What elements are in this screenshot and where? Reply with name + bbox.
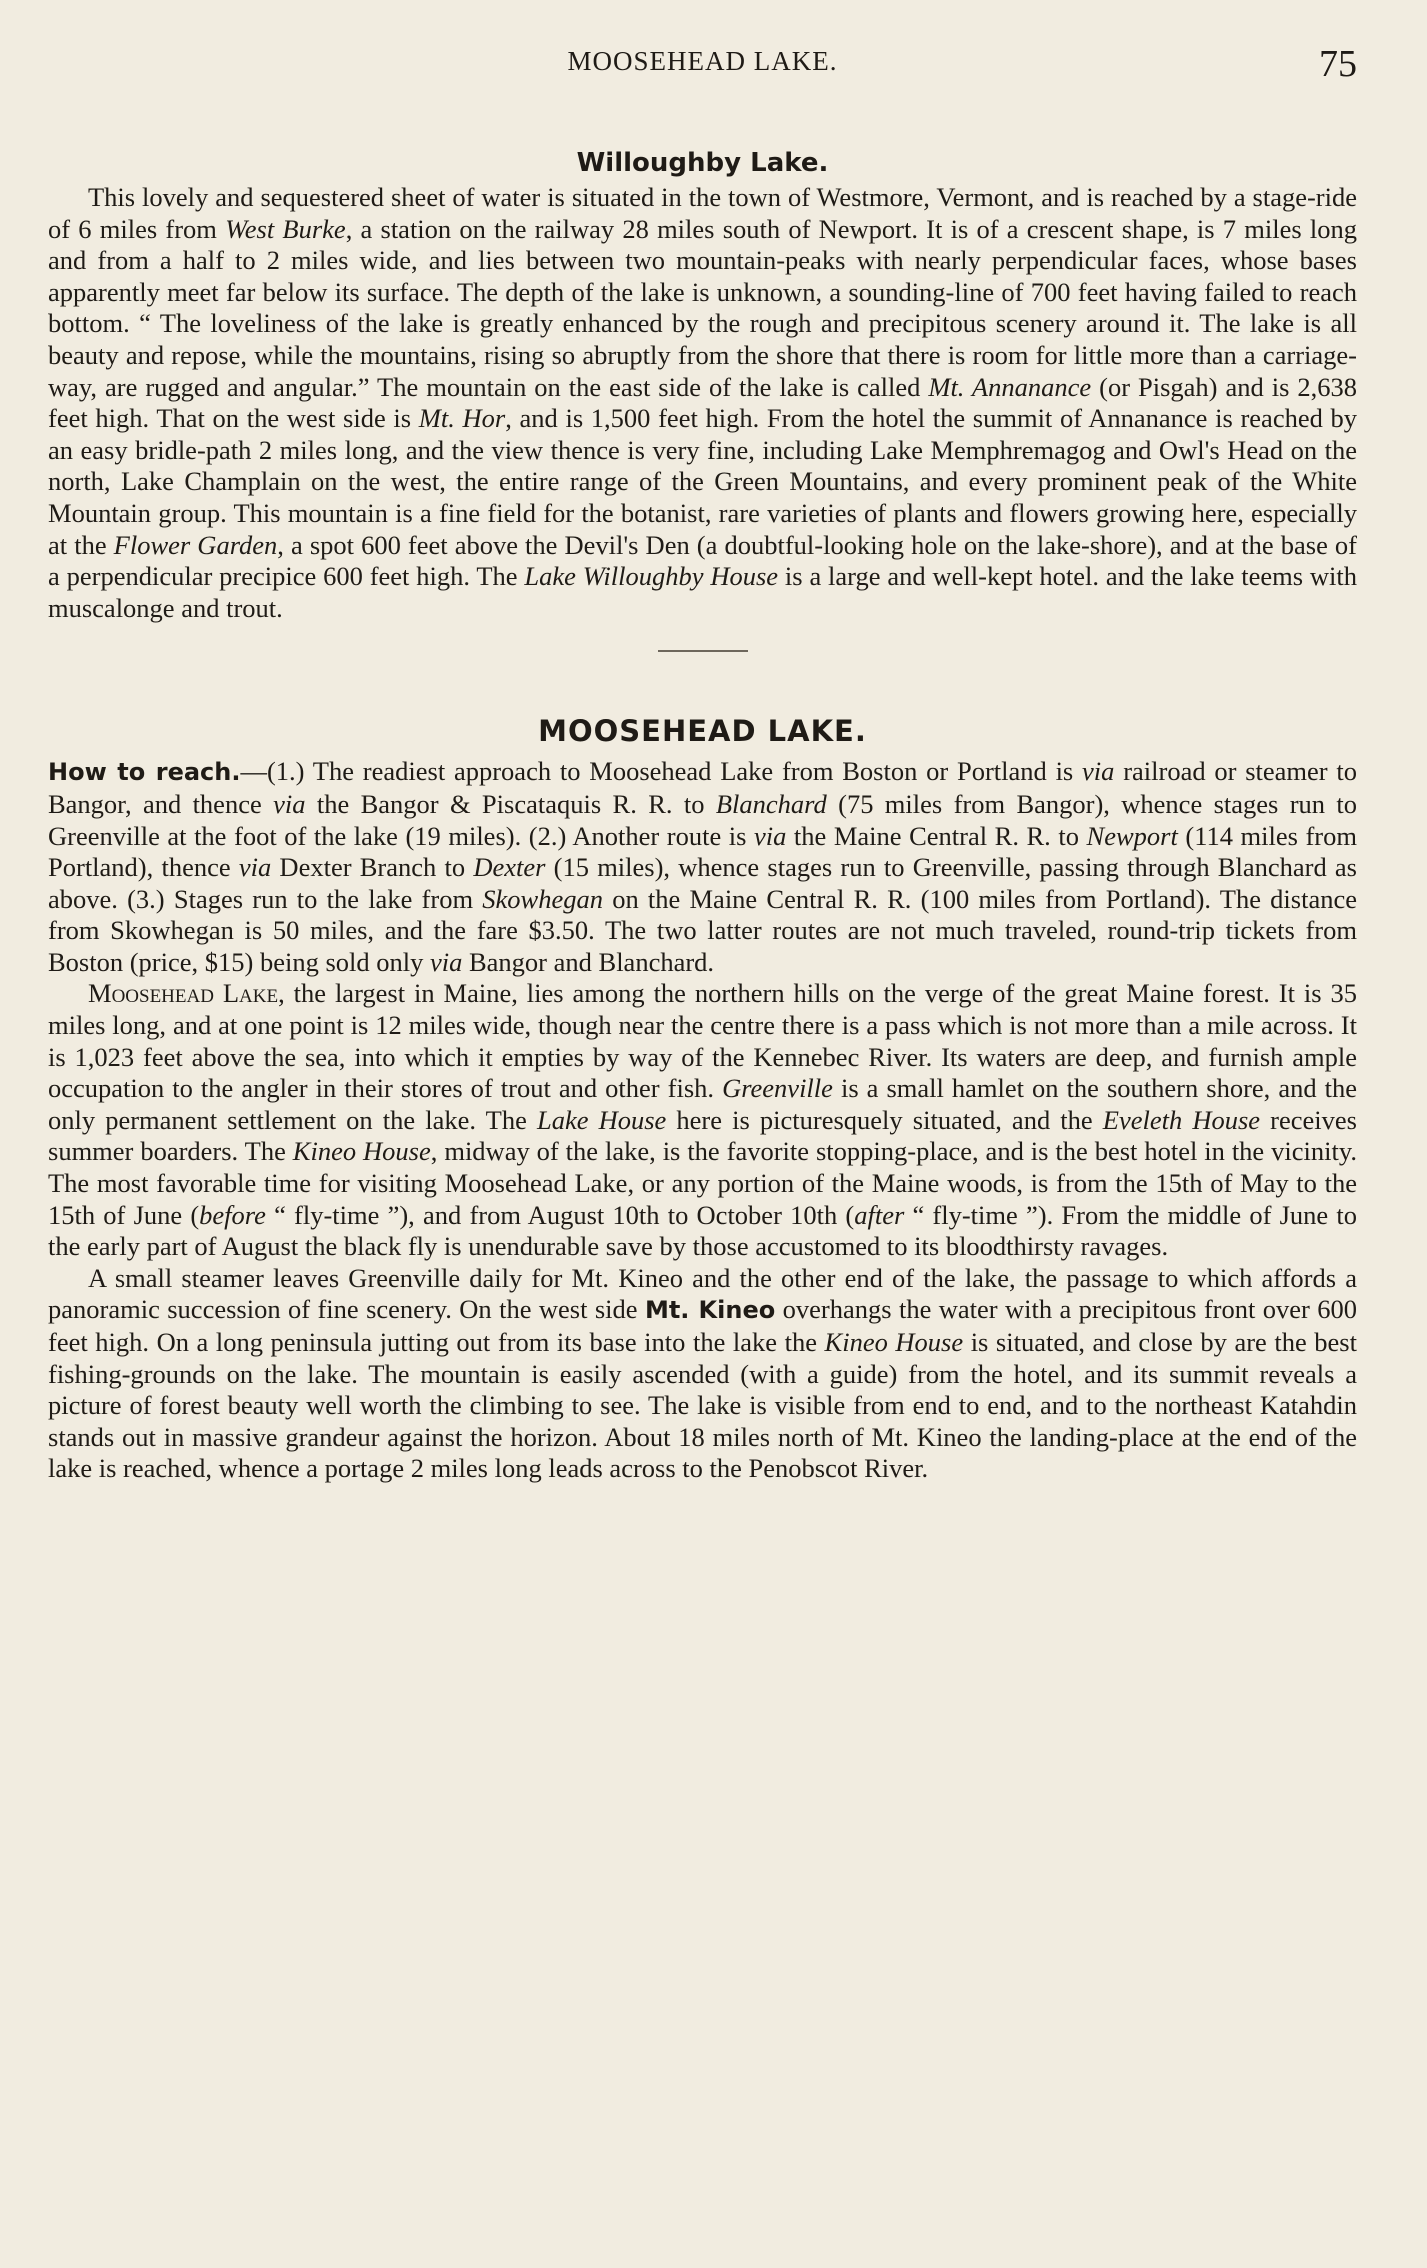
text-run: (15 miles), whence stages run to Greenville, passing through Blanchard as above. (3.) Stages run to the lake from xyxy=(48,852,1357,914)
text-run: A small steamer leaves Greenville daily for Mt. Kineo and the other end of the lake, the passage to which affords a panoramic succession of fine scenery. On the west side xyxy=(48,1262,1357,1325)
how-to-reach-paragraph xyxy=(48,756,1357,978)
italic-place-name: Blanchard xyxy=(715,788,827,819)
italic-hotel-name: Kineo House xyxy=(824,1327,964,1357)
italic-hotel-name: Lake Willoughby House xyxy=(524,561,779,592)
text-run: the Maine Central R. R. to xyxy=(786,820,1087,851)
italic-word: via xyxy=(754,820,787,851)
moosehead-lead: Moosehead Lake xyxy=(88,978,279,1009)
italic-place-name: Greenville xyxy=(722,1073,833,1104)
text-run: the Bangor & Piscataquis R. R. to xyxy=(305,788,716,819)
steamer-paragraph xyxy=(48,1263,1357,1485)
italic-word: via xyxy=(430,946,463,977)
italic-place-name: Dexter xyxy=(473,852,546,883)
section-divider xyxy=(658,650,748,652)
text-run: (114 miles from Portland), thence xyxy=(48,820,1357,883)
text-run: , and is 1,500 feet high. From the hotel the summit of Annanance is reached by an easy bridle-path 2 miles long, and the view thence is very fine, including Lake Memphremagog and Owl's Head on the north, Lake Champlain on the west, the entire range of the Green Mountains, and every prominent peak of the White Mountain group. This mountain is a fine field for the botanist, rare varieties of plants and flowers growing here, especially at the xyxy=(48,403,1358,560)
text-run: overhangs the water with a precipitous front over 600 feet high. On a long peninsula jutting out from its base into the lake the xyxy=(48,1294,1357,1357)
text-run: “ fly-time ”). From the middle of June to the early part of August the black fly is unendurable save by those accustomed to its bloodthirsty ravages. xyxy=(48,1199,1357,1262)
page-number: 75 xyxy=(1319,43,1357,85)
italic-place-name: Flower Garden xyxy=(113,529,278,560)
moosehead-lake-heading: MOOSEHEAD LAKE. xyxy=(538,714,867,749)
italic-hotel-name: Kineo House xyxy=(292,1136,431,1167)
text-run: , midway of the lake, is the favorite stopping-place, and is the best hotel in the vicinity. The most favorable time for visiting Moosehead Lake, or any portion of the Maine woods, is from the 15th of May to the 15th of June ( xyxy=(48,1136,1357,1230)
text-run: Dexter Branch to xyxy=(271,852,474,883)
italic-word: via xyxy=(1082,756,1115,787)
text-run: railroad or steamer to Bangor, and thence xyxy=(48,756,1358,819)
text-run: is situated, and close by are the best fishing-grounds on the lake. The mountain is easily ascended (with a guide) from the hotel, and its summit reveals a picture of forest beauty well worth the climbing to see. The lake is visible from end to end, and to the northeast Katahdin stands out in massive grandeur against the horizon. About 18 miles north of Mt. Kineo the landing-place at the end of the lake is reached, whence a portage 2 miles long leads across to the Penobscot River. xyxy=(48,1327,1357,1484)
running-head xyxy=(48,42,1357,92)
italic-place-name: Skowhegan xyxy=(482,883,603,914)
italic-hotel-name: Lake House xyxy=(536,1104,667,1135)
bold-mountain-name: Mt. Kineo xyxy=(644,1296,776,1325)
italic-place-name: Newport xyxy=(1086,820,1178,851)
text-run: , a spot 600 feet above the Devil's Den (a doubtful-looking hole on the lake-shore), and at the base of a perpendicular precipice 600 feet high. The xyxy=(48,529,1358,592)
italic-place-name: West Burke xyxy=(225,213,346,244)
text-run: on the Maine Central R. R. (100 miles from Portland). The distance from Skowhegan is 50 miles, and the fare $3.50. The two latter routes are not much traveled, round-trip tickets from Boston (price, $15) being sold only xyxy=(48,883,1358,977)
running-title: MOOSEHEAD LAKE. xyxy=(567,46,838,76)
italic-hotel-name: Eveleth House xyxy=(1102,1104,1261,1135)
text-run: —(1.) The readiest approach to Moosehead Lake from Boston or Portland is xyxy=(240,756,1083,787)
text-run: Bangor and Blanchard. xyxy=(462,946,715,977)
italic-mountain-name: Mt. Annanance xyxy=(928,371,1092,402)
italic-word: before xyxy=(199,1199,266,1230)
text-run: , a station on the railway 28 miles south of Newport. It is of a crescent shape, is 7 miles long and from a half to 2 miles wide, and lies between two mountain-peaks with nearly perpendicular faces, whose bases apparently meet far below its surface. The depth of the lake is unknown, a sounding-line of 700 feet having failed to reach bottom. “ The loveliness of the lake is greatly enhanced by the rough and precipitous scenery around it. The lake is all beauty and repose, while the mountains, rising so abruptly from the shore that there is room for little more than a carriage-way, are rugged and angular.” The mountain on the east side of the lake is called xyxy=(48,213,1358,402)
text-run: (or Pisgah) and is 2,638 feet high. That on the west side is xyxy=(48,371,1358,434)
how-to-reach-lead: How to reach. xyxy=(48,758,241,787)
italic-word: via xyxy=(238,852,272,883)
text-run: “ fly-time ”), and from August 10th to October 10th ( xyxy=(265,1199,855,1230)
italic-word: via xyxy=(273,788,306,819)
willoughby-lake-heading: Willoughby Lake. xyxy=(576,148,829,178)
text-run: (75 miles from Bangor), whence stages run to Greenville at the foot of the lake (19 miles). (2.) Another route is xyxy=(48,788,1357,851)
italic-mountain-name: Mt. Hor xyxy=(418,403,506,434)
text-run: here is picturesquely situated, and the xyxy=(666,1104,1103,1135)
text-run: , the largest in Maine, lies among the northern hills on the verge of the great Maine forest. It is 35 miles long, and at one point is 12 miles wide, though near the centre there is a pass which is not more than a mile across. It is 1,023 feet above the sea, into which it empties by way of the Kennebec River. Its waters are deep, and furnish ample occupation to the angler in their stores of trout and other fish. xyxy=(48,978,1357,1104)
text-run: is a small hamlet on the southern shore, and the only permanent settlement on the lake. The xyxy=(48,1073,1358,1135)
text-run: is a large and well-kept hotel. and the lake teems with muscalonge and trout. xyxy=(48,561,1357,623)
willoughby-paragraph xyxy=(48,182,1357,624)
moosehead-description-paragraph xyxy=(48,978,1357,1262)
italic-word: after xyxy=(854,1199,905,1230)
text-run: This lovely and sequestered sheet of water is situated in the town of Westmore, Vermont, and is reached by a stage-ride of 6 miles from xyxy=(48,182,1357,244)
text-run: receives summer boarders. The xyxy=(48,1104,1357,1167)
